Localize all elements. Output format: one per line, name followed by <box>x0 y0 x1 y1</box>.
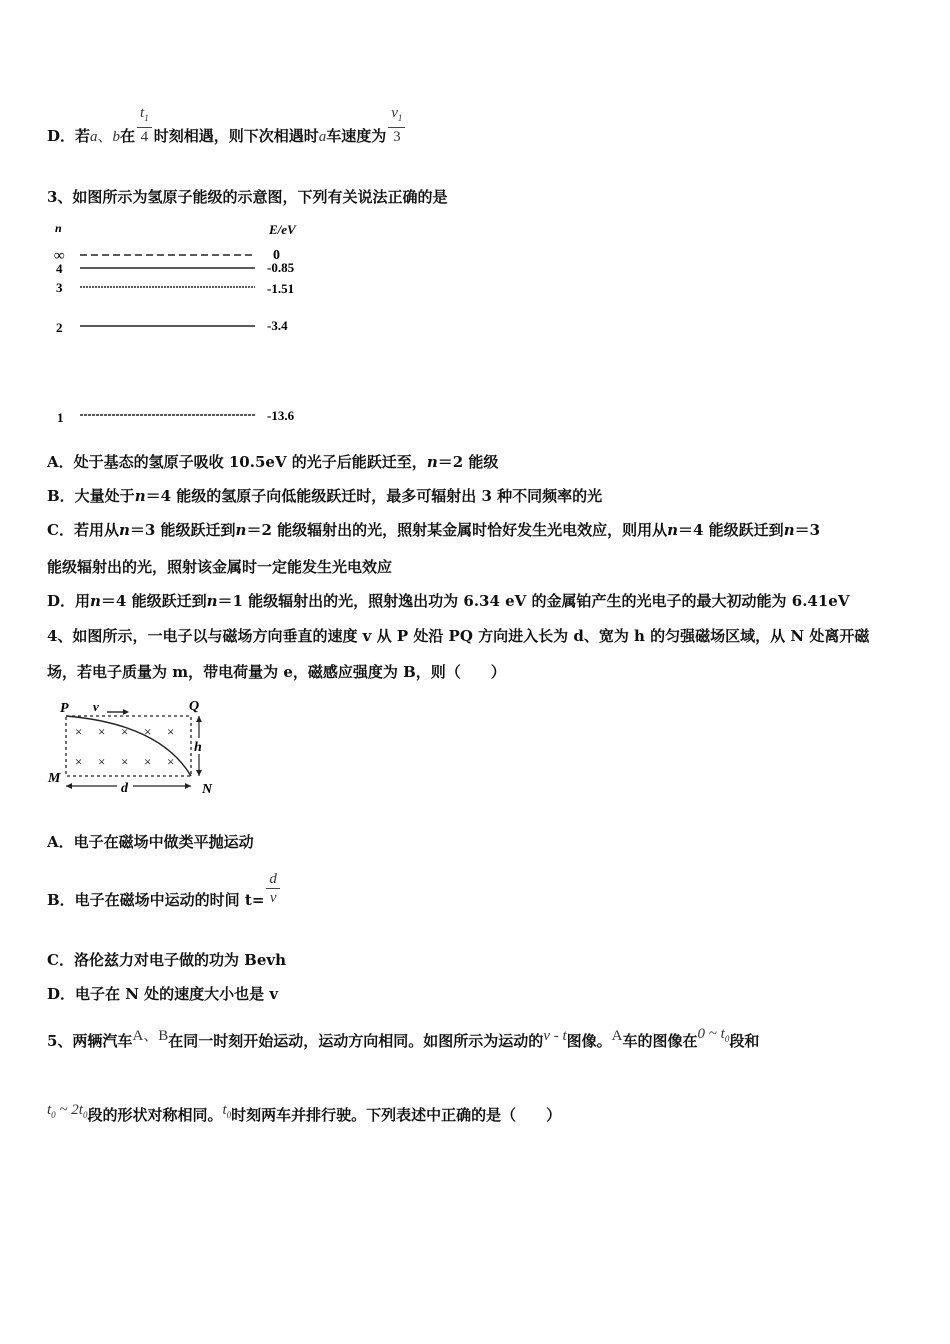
var-b: b <box>112 129 121 145</box>
fraction-t1-over-4: $\frac{t_1}{4}$ <box>137 104 152 146</box>
var-a-car: a <box>318 129 327 145</box>
width-arrowhead-left <box>66 783 72 789</box>
fraction-d-over-v: $\frac{d}{v}$ <box>266 870 280 907</box>
level-e-infinity: 0 <box>273 248 280 263</box>
q4-stem-line1: 4、如图所示，一电子以与磁场方向垂直的速度 v 从 P 处沿 PQ 方向进入长为 d、宽为 h 的匀强磁场区域，从 N 处离开磁 <box>47 627 870 645</box>
point-q-label: Q <box>189 699 200 714</box>
field-cross: × <box>167 754 175 769</box>
q4-option-c: C．洛伦兹力对电子做的功为 Bevh <box>47 951 287 969</box>
level-e-2: -3.4 <box>267 318 288 333</box>
level-n-infinity: ∞ <box>54 248 65 264</box>
q3-stem: 3、如图所示为氢原子能级的示意图，下列有关说法正确的是 <box>47 188 448 206</box>
time-range-t0-2t0: $t_0$ ~ $2t_0$ <box>47 1102 88 1120</box>
field-cross: × <box>98 754 106 769</box>
field-cross: × <box>121 754 129 769</box>
q4-stem-line2: 场，若电子质量为 m，带电荷量为 e，磁感应强度为 B，则（ ） <box>47 663 506 681</box>
point-m-label: M <box>48 771 61 786</box>
level-e-3: -1.51 <box>267 281 295 296</box>
q3-option-c-line2: 能级辐射出的光，照射该金属时一定能发生光电效应 <box>47 558 393 576</box>
field-cross: × <box>75 754 83 769</box>
q5-stem-line2: $t_0$ ~ $2t_0$段的形状对称相同。$t_0$时刻两车并排行驶。下列表述中正确的是（ ） <box>47 1102 562 1124</box>
height-label: h <box>194 740 202 755</box>
energy-axis-label: E/eV <box>269 222 296 237</box>
n-axis-label: n <box>55 221 62 235</box>
time-t0: $t_0$ <box>222 1102 232 1120</box>
velocity-arrowhead <box>123 709 129 715</box>
q3-option-c: C．若用从n＝3 能级跃迁到n＝2 能级辐射出的光，照射某金属时恰好发生光电效应，则用从n＝4 能级跃迁到n＝3 <box>47 521 821 539</box>
field-cross: × <box>144 724 152 739</box>
level-n-2: 2 <box>56 320 63 335</box>
time-range-0-t0: 0 ~ $t_0$ <box>697 1026 730 1044</box>
height-arrowhead-bottom <box>196 770 202 776</box>
field-cross: × <box>144 754 152 769</box>
magnetic-field-diagram <box>45 696 230 798</box>
point-p-label: P <box>60 701 69 716</box>
height-arrowhead-top <box>196 716 202 722</box>
q5-stem-line1: 5、两辆汽车A、B在同一时刻开始运动，运动方向相同。如图所示为运动的v - t图像。A车的图像在0 ~ $t_0$段和 <box>47 1026 760 1050</box>
energy-level-diagram <box>47 216 317 431</box>
point-n-label: N <box>202 782 213 797</box>
field-cross: × <box>98 724 106 739</box>
width-label: d <box>121 781 128 796</box>
level-e-4: -0.85 <box>267 260 295 275</box>
width-arrowhead-right <box>185 783 191 789</box>
q3-option-d: D．用n＝4 能级跃迁到n＝1 能级辐射出的光，照射逸出功为 6.34 eV 的金属铂产生的光电子的最大初动能为 6.41eV <box>47 592 850 610</box>
fraction-v1-over-3: $\frac{v_1}{3}$ <box>388 104 405 146</box>
q4-option-d: D．电子在 N 处的速度大小也是 v <box>47 985 279 1003</box>
level-n-1: 1 <box>57 410 64 425</box>
level-n-3: 3 <box>56 280 63 295</box>
q4-option-a: A．电子在磁场中做类平抛运动 <box>47 833 254 851</box>
q2-option-d: D．若a、b在 $\frac{t_1}{4}$ 时刻相遇，则下次相遇时a车速度为 $\frac{v_1}{3}$ <box>47 126 407 147</box>
field-cross: × <box>167 724 175 739</box>
q3-option-a: A．处于基态的氢原子吸收 10.5eV 的光子后能跃迁至，n＝2 能级 <box>47 453 499 471</box>
level-e-1: -13.6 <box>267 408 295 423</box>
var-a: a <box>90 129 98 145</box>
level-n-4: 4 <box>56 261 63 276</box>
q3-option-b: B．大量处于n＝4 能级的氢原子向低能级跃迁时，最多可辐射出 3 种不同频率的光 <box>47 487 603 505</box>
field-cross: × <box>75 724 83 739</box>
field-cross: × <box>121 724 129 739</box>
velocity-label: v <box>93 699 99 714</box>
q4-option-b: B．电子在磁场中运动的时间 t= $\frac{d}{v}$ <box>47 890 282 910</box>
